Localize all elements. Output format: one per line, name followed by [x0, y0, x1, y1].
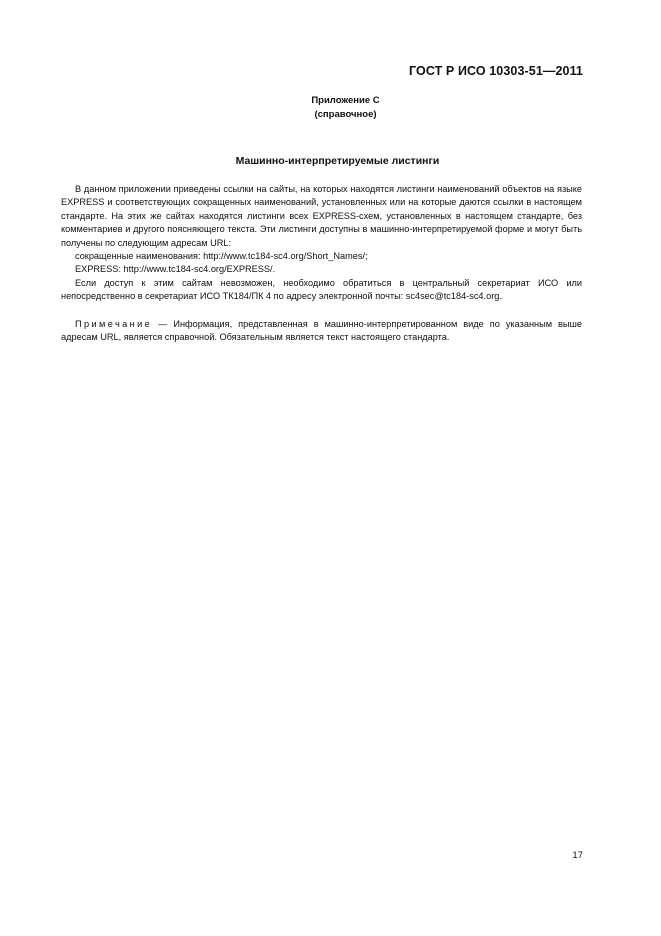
paragraph-intro: В данном приложении приведены ссылки на сайты, на которых находятся листинги наименований объектов на языке EXPRESS и соответствующих сокращенных наименований, установленных или на которые даются ссылки в настоящем стандарте. На этих же сайтах находятся листинги всех EXPRESS-схем, установленных в настоящем стандарте, без комментариев и другого поясняющего текста. Эти листинги доступны в машинно-интерпретируемой форме и могут быть получены по следующим адресам URL:: [61, 184, 582, 248]
section-title: Машинно-интерпретируемые листинги: [235, 155, 440, 167]
appendix-heading: [0, 94, 661, 122]
note-label: Примечание: [75, 318, 153, 329]
page-number: 17: [572, 850, 583, 861]
standard-code: ГОСТ Р ИСО 10303-51—2011: [408, 64, 583, 78]
appendix-subtitle: (справочное): [314, 109, 377, 120]
appendix-title: Приложение С: [311, 95, 380, 106]
note: [61, 318, 582, 345]
url-short-names: сокращенные наименования: http://www.tc184-sc4.org/Short_Names/;: [75, 251, 368, 262]
note-text: — Информация, представленная в машинно-интерпретированном виде по указанным выше адресам URL, является справочной. Обязательным является текст настоящего стандарта.: [61, 318, 582, 343]
body-text: [61, 183, 582, 344]
url-express: EXPRESS: http://www.tc184-sc4.org/EXPRESS/.: [75, 264, 276, 275]
paragraph-contact: Если доступ к этим сайтам невозможен, необходимо обратиться в центральный секретариат ИСО или непосредственно в секретариат ИСО ТК184/ПК 4 по адресу электронной почты: sc4sec@tc184-sc4.org.: [61, 277, 582, 302]
